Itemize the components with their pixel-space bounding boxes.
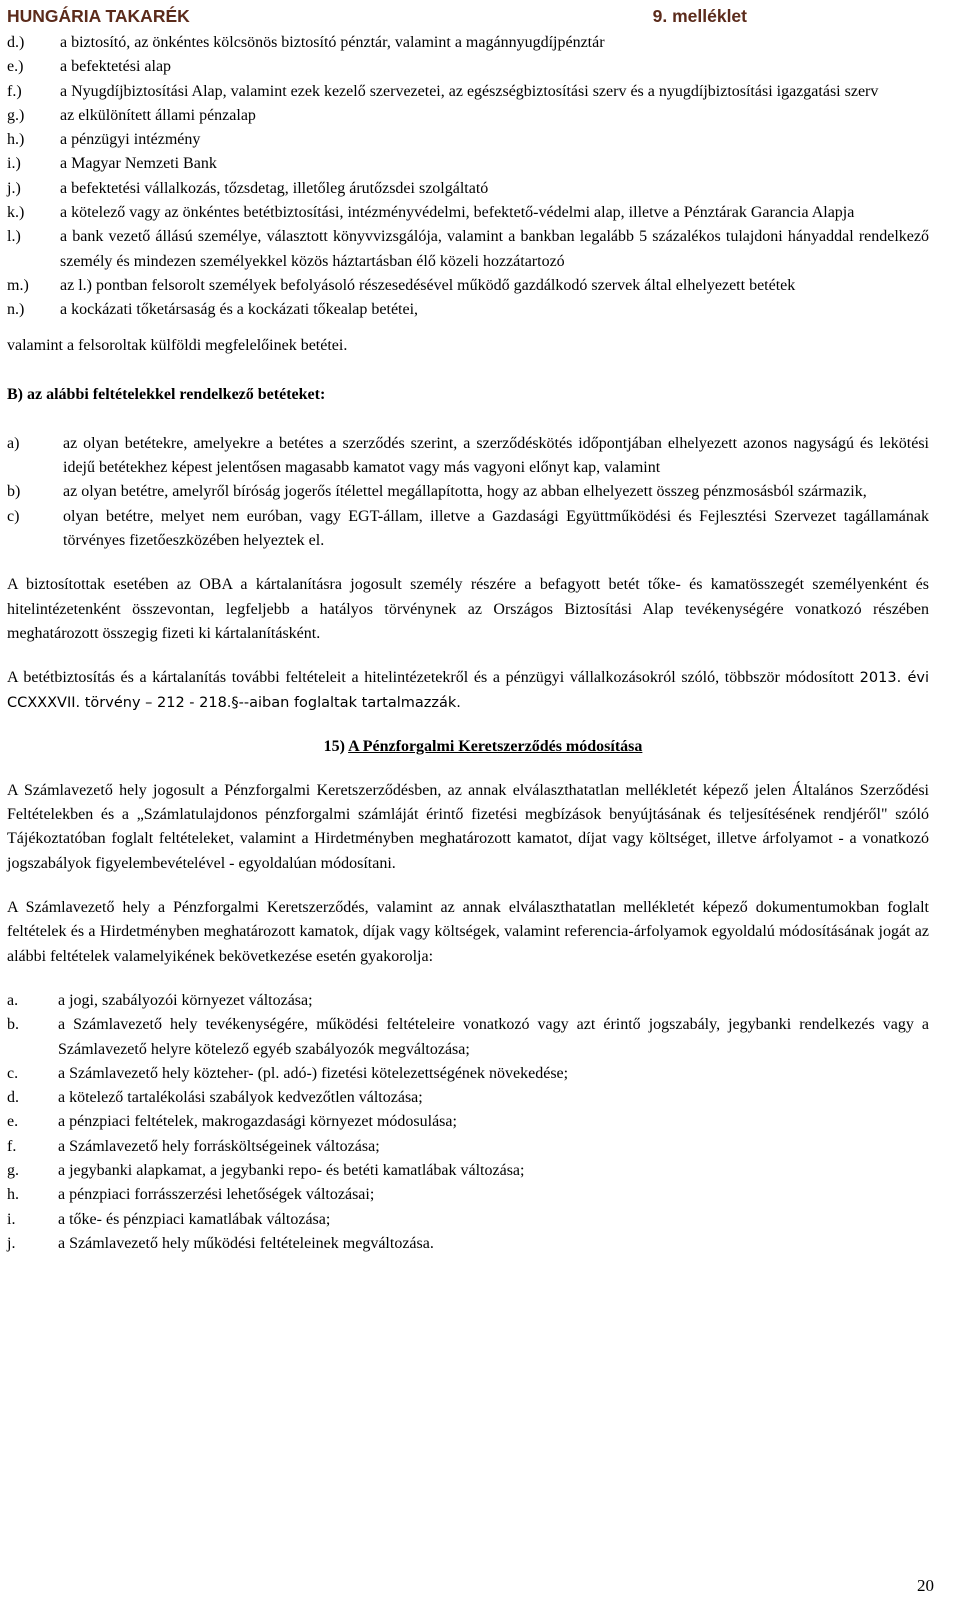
modification-paragraph-1: A Számlavezető hely jogosult a Pénzforgalmi Keretszerződésben, az annak elválaszthatatlan mellékletét képező jelen Általános Szerződési Feltételekben és a „Számlatulajdonos pénzforgalmi számláját érintő fizetési megbízások benyújtásának és teljesítésének rendjéről" szóló Tájékoztatóban foglalt feltételeket, valamint a Hirdetményben meghatározott kamatot, díjat vagy költséget, illetve árfolyamot - a vonatkozó jogszabályok figyelembevételével - egyoldalúan módosítani.	[7, 781, 929, 872]
section-number: 15)	[323, 737, 345, 755]
section-title-text: A Pénzforgalmi Keretszerződés módosítása	[348, 737, 643, 755]
list-item: j.) a befektetési vállalkozás, tőzsdetag, illetőleg árutőzsdei szolgáltató	[7, 179, 489, 197]
section-b-heading: B) az alábbi feltételekkel rendelkező betéteket:	[7, 385, 326, 403]
list-item: c) olyan betétre, melyet nem euróban, vagy EGT-állam, illetve a Gazdasági Együttműködési és Fejlesztési Szervezet tagállamának törvényes fizetőeszközében helyeztek el.	[7, 507, 929, 550]
list-item: i.) a Magyar Nemzeti Bank	[7, 155, 217, 173]
list-item: f.) a Nyugdíjbiztosítási Alap, valamint ezek kezelő szervezetei, az egészségbiztosítási szerv és a nyugdíjbiztosítási igazgatási szerv	[7, 82, 879, 100]
modification-paragraph-2: A Számlavezető hely a Pénzforgalmi Keretszerződés, valamint az annak elválaszthatatlan mellékletét képező dokumentumokban foglalt feltételek és a Hirdetményben meghatározott kamatok, díjak vagy költségek, valamint referencia-árfolyamok egyoldalú módosításának jogát az alábbi feltételek valamelyikének bekövetkezése esetén gyakorolja:	[7, 899, 929, 965]
excluded-depositors-list	[7, 31, 929, 323]
list-item: b) az olyan betétre, amelyről bíróság jogerős ítélettel megállapította, hogy az abban elhelyezett összeg pénzmosásból származik,	[7, 483, 867, 501]
list-item: n.) a kockázati tőketársaság és a kockázati tőkealap betétei,	[7, 301, 419, 319]
list-item: e.) a befektetési alap	[7, 58, 172, 76]
list-item: a. a jogi, szabályozói környezet változása;	[7, 991, 313, 1009]
list-item: l.) a bank vezető állású személye, választott könyvvizsgálója, valamint a bankban legalább 5 százalékos tulajdoni hányaddal rendelkező személy és mindezen személyekkel közös háztartásban élő közeli hozzátartozó	[7, 228, 929, 270]
insured-paragraph: A biztosítottak esetében az OBA a kártalanításra jogosult személy részére a befagyott betét tőke- és kamatösszegét személyenként és hitelintézetenként összevontan, legfeljebb a hatályos törvénynek az Országos Biztosítási Alap tevékenységére vonatkozó részében meghatározott összegig fizeti ki kártalanításként.	[7, 576, 929, 642]
list-item: d.) a biztosító, az önkéntes kölcsönös biztosító pénztár, valamint a magánnyugdíjpénztár	[7, 34, 605, 51]
list-item: b. a Számlavezető hely tevékenységére, működési feltételeire vonatkozó vagy azt érintő jogszabály, jegybanki rendelkezés vagy a Számlavezető helyre kötelező egyéb szabályozók megváltozása;	[7, 1016, 929, 1058]
foreign-note: valamint a felsoroltak külföldi megfelelőinek betétei.	[7, 336, 348, 354]
list-item: k.) a kötelező vagy az önkéntes betétbiztosítási, intézményvédelmi, befektető-védelmi alap, illetve a Pénztárak Garancia Alapja	[7, 204, 855, 222]
list-item: f. a Számlavezető hely forrásköltségeinek változása;	[7, 1137, 380, 1155]
list-item: a) az olyan betétekre, amelyekre a betétes a szerződés szerint, a szerződéskötés időpontjában elhelyezett azonos nagyságú és lekötési idejű betétekhez képest jelentősen magasabb kamatot vagy más vagyoni előnyt kap, valamint	[7, 434, 929, 477]
list-item: c. a Számlavezető hely közteher- (pl. adó-) fizetési kötelezettségének növekedése;	[7, 1064, 569, 1082]
list-item: g. a jegybanki alapkamat, a jegybanki repo- és betéti kamatlábak változása;	[7, 1161, 525, 1179]
law-reference: 2013. évi CCXXXVII. törvény – 212 - 218.§	[7, 670, 929, 711]
list-item: i. a tőke- és pénzpiaci kamatlábak változása;	[7, 1210, 331, 1228]
page-number: 20	[917, 1576, 934, 1595]
list-item: h. a pénzpiaci forrásszerzési lehetőségek változásai;	[7, 1186, 375, 1204]
law-reference-paragraph: A betétbiztosítás és a kártalanítás további feltételeit a hitelintézetekről és a pénzügyi vállalkozásokról szóló, többször módosított 2013. évi CCXXXVII. törvény – 212 - 218.§--aiban foglaltak tartalmazzák.	[7, 669, 929, 711]
list-item: d. a kötelező tartalékolási szabályok kedvezőtlen változása;	[7, 1089, 423, 1107]
list-item: j. a Számlavezető hely működési feltételeinek megváltozása.	[7, 1234, 434, 1252]
bank-name: HUNGÁRIA TAKARÉK	[7, 6, 190, 26]
list-item: e. a pénzpiaci feltételek, makrogazdasági környezet módosulása;	[7, 1113, 457, 1131]
page-header	[7, 4, 929, 31]
list-item: h.) a pénzügyi intézmény	[7, 131, 201, 149]
appendix-label: 9. melléklet	[652, 6, 747, 26]
list-item: m.) az l.) pontban felsorolt személyek befolyásoló részesedésével működő gazdálkodó szervek által elhelyezett betétek	[7, 276, 796, 294]
section-15-title	[7, 735, 929, 759]
conditions-list	[7, 432, 929, 553]
list-item: g.) az elkülönített állami pénzalap	[7, 106, 256, 124]
document-page	[7, 4, 929, 1256]
modification-conditions-list	[7, 989, 929, 1256]
